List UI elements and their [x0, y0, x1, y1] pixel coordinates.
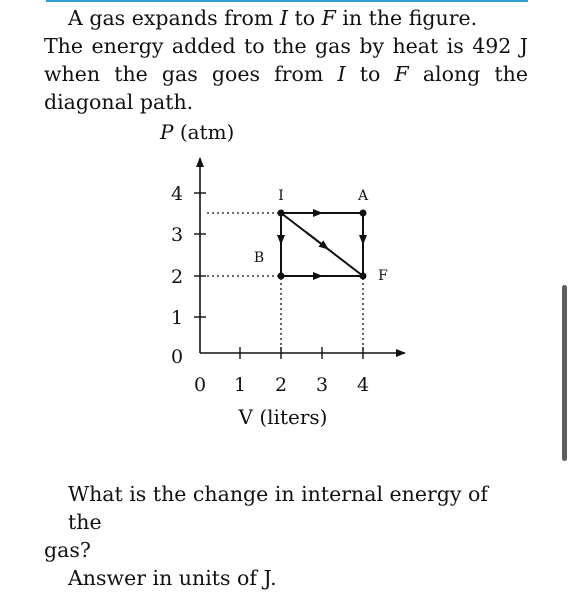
x-tick-marks	[240, 347, 363, 359]
point-b	[278, 273, 285, 280]
state-points	[278, 210, 367, 280]
point-label-i: I	[278, 188, 284, 204]
point-label-f: F	[378, 268, 388, 284]
problem-statement	[44, 4, 528, 116]
problem-line-3: when the gas goes from I to F along the	[44, 62, 528, 86]
answer-units-prompt: Answer in units of J.	[68, 566, 277, 590]
y-tick-label-1: 1	[170, 307, 184, 329]
x-tick-label-1: 1	[233, 374, 247, 396]
x-axis-label: V (liters)	[238, 405, 328, 429]
y-tick-label-0: 0	[170, 346, 184, 368]
vertical-scrollbar[interactable]	[562, 285, 567, 461]
problem-line-4: diagonal path.	[44, 90, 194, 114]
problem-line-1: A gas expands from I to F in the figure.	[68, 6, 478, 30]
y-tick-marks	[194, 193, 206, 317]
top-accent-rule	[46, 0, 528, 2]
y-tick-label-4: 4	[170, 183, 184, 205]
problem-line-2: The energy added to the gas by heat is 492 J	[44, 34, 528, 58]
point-f	[360, 273, 367, 280]
question-text-line-1: What is the change in internal energy of the	[68, 482, 488, 534]
question-text-line-2: gas?	[44, 538, 91, 562]
process-paths	[281, 213, 363, 276]
y-axis-label: P (atm)	[160, 120, 235, 144]
path-arrows	[281, 213, 363, 276]
guide-lines	[207, 213, 363, 351]
point-label-b: B	[253, 250, 265, 266]
y-tick-label-2: 2	[170, 266, 184, 288]
point-label-a: A	[357, 188, 369, 204]
y-tick-label-3: 3	[170, 224, 184, 246]
x-tick-label-4: 4	[356, 374, 370, 396]
x-tick-label-3: 3	[315, 374, 329, 396]
point-a	[360, 210, 367, 217]
point-i	[278, 210, 285, 217]
x-tick-label-0: 0	[193, 374, 207, 396]
question-block	[44, 480, 528, 592]
path-i-to-f	[281, 213, 363, 276]
x-tick-label-2: 2	[274, 374, 288, 396]
